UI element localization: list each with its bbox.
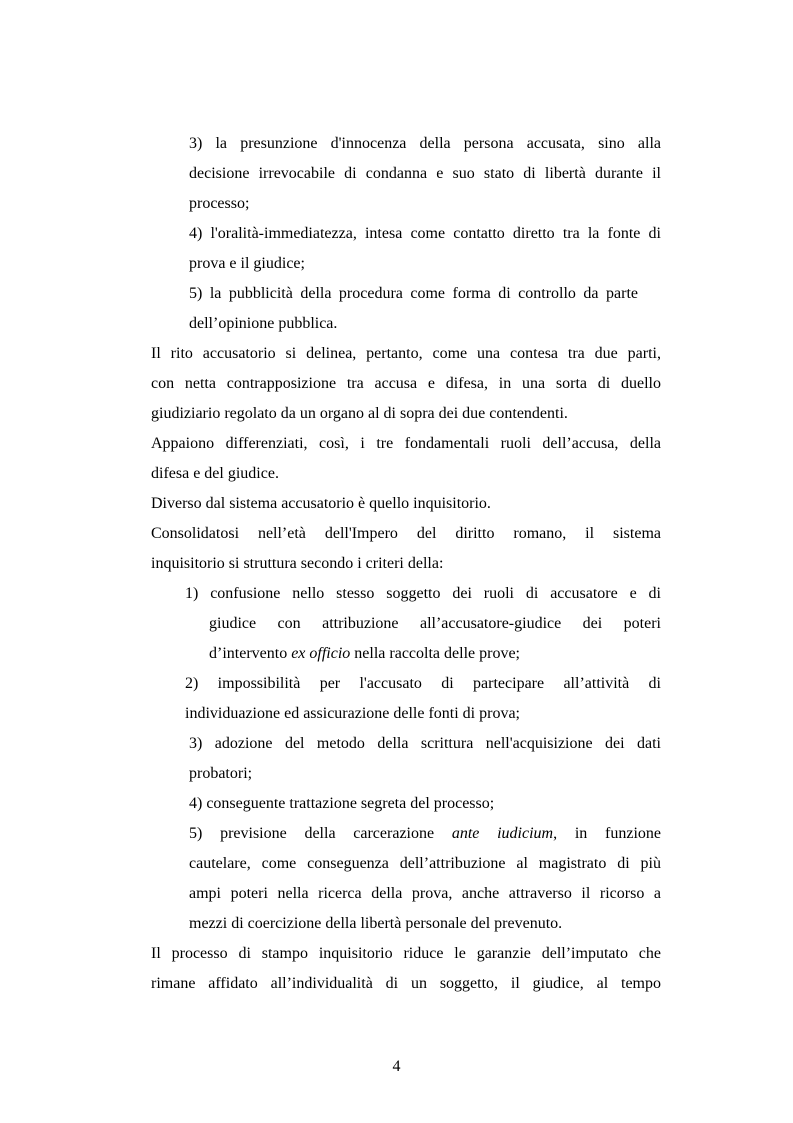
italic-term: ante iudicium (451, 825, 554, 842)
text-run: , in funzione (553, 825, 661, 842)
text-line: ampi poteri nella ricerca della prova, anche attraverso il ricorso a (189, 885, 661, 902)
text-line: decisione irrevocabile di condanna e suo stato di libertà durante il (189, 165, 661, 182)
text-line: Il processo di stampo inquisitorio riduce le garanzie dell’imputato che (151, 945, 661, 962)
text-line: mezzi di coercizione della libertà personale del prevenuto. (189, 915, 563, 932)
text-line: processo; (189, 195, 250, 212)
italic-term: ex officio (291, 645, 351, 662)
text-line: Appaiono differenziati, così, i tre fondamentali ruoli dell’accusa, della (151, 435, 661, 452)
text-line: 1) confusione nello stesso soggetto dei ruoli di accusatore e di (185, 585, 661, 602)
text-line: con netta contrapposizione tra accusa e difesa, in una sorta di duello (151, 375, 661, 392)
text-line: Diverso dal sistema accusatorio è quello inquisitorio. (151, 495, 491, 512)
text-line: cautelare, come conseguenza dell’attribuzione al magistrato di più (189, 855, 661, 872)
text-run: d’intervento (209, 645, 292, 662)
text-run: 5) previsione della carcerazione (189, 825, 452, 842)
text-line: 3) la presunzione d'innocenza della persona accusata, sino alla (189, 135, 661, 152)
text-line-ante-iudicium (189, 824, 661, 844)
page-number: 4 (392, 1058, 401, 1075)
text-line: giudiziario regolato da un organo al di sopra dei due contendenti. (151, 405, 568, 422)
text-line: Consolidatosi nell’età dell'Impero del diritto romano, il sistema (151, 525, 661, 542)
text-line: 5) la pubblicità della procedura come forma di controllo da parte (189, 285, 638, 302)
text-line: Il rito accusatorio si delinea, pertanto, come una contesa tra due parti, (151, 345, 661, 362)
text-line: probatori; (189, 765, 253, 782)
text-line: dell’opinione pubblica. (189, 315, 338, 332)
text-line: inquisitorio si struttura secondo i criteri della: (151, 555, 444, 572)
text-line: giudice con attribuzione all’accusatore-giudice dei poteri (209, 615, 661, 632)
text-line-ex-officio (209, 644, 520, 664)
text-line: 4) l'oralità-immediatezza, intesa come contatto diretto tra la fonte di (189, 225, 661, 242)
text-line: prova e il giudice; (189, 255, 305, 272)
text-line: difesa e del giudice. (151, 465, 279, 482)
text-line: rimane affidato all’individualità di un soggetto, il giudice, al tempo (151, 975, 661, 992)
text-line: 3) adozione del metodo della scrittura nell'acquisizione dei dati (189, 735, 661, 752)
text-run: nella raccolta delle prove; (350, 645, 520, 662)
text-line: 4) conseguente trattazione segreta del processo; (189, 795, 495, 812)
text-line: individuazione ed assicurazione delle fonti di prova; (185, 705, 520, 722)
text-line: 2) impossibilità per l'accusato di partecipare all’attività di (185, 675, 661, 692)
